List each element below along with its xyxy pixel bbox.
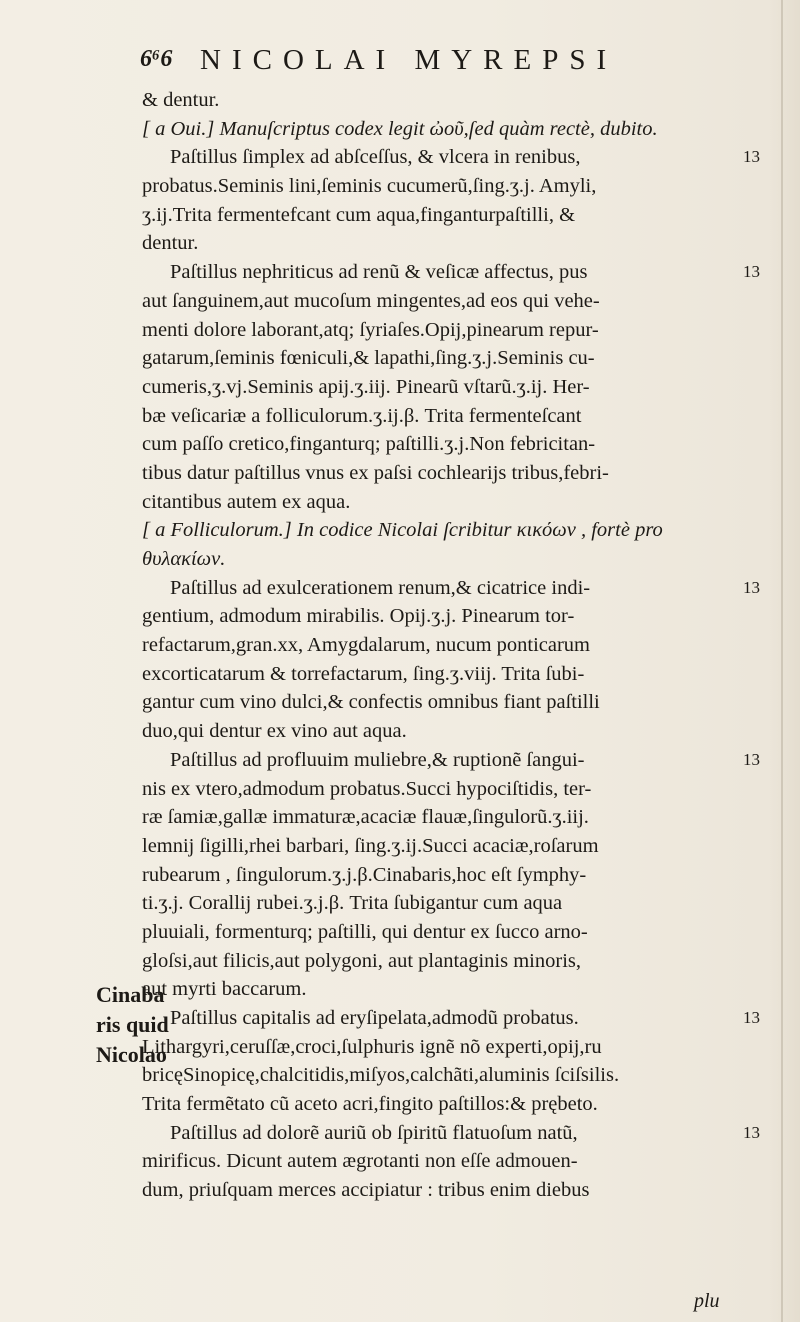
text-line — [142, 1176, 762, 1205]
text-line — [142, 861, 762, 890]
text-line — [142, 947, 762, 976]
text-line-content: lemnij ſigilli,rhei barbari, ſing.ʒ.ij.Succi acaciæ,roſarum — [142, 834, 599, 857]
marginal-note-line: Cinaba — [96, 982, 165, 1007]
text-line-content: rubearum , ſingulorum.ʒ.j.β.Cinabaris,hoc eſt ſymphy- — [142, 863, 587, 886]
text-line — [142, 86, 762, 115]
text-line-content: Paſtillus ad exulcerationem renum,& cicatrice indi- — [170, 576, 591, 599]
text-line — [142, 229, 762, 258]
catchword: plu — [694, 1290, 720, 1312]
text-line-content: dum, priuſquam merces accipiatur : tribus enim diebus — [142, 1179, 590, 1202]
text-line-content: mirificus. Dicunt autem ægrotanti non eſſe admouen- — [142, 1150, 578, 1173]
text-line — [142, 631, 762, 660]
text-line — [142, 775, 762, 804]
text-line — [142, 803, 762, 832]
marginal-note-line: ris quid — [96, 1012, 169, 1037]
margin-number: 13 — [743, 147, 760, 167]
text-line — [142, 660, 762, 689]
text-line — [142, 1119, 762, 1148]
text-line-content: cumeris,ʒ.vj.Seminis apij.ʒ.iij. Pinearũ vſtarũ.ʒ.ij. Her- — [142, 375, 590, 398]
text-line-content: Paſtillus ad dolorẽ auriũ ob ſpiritũ flatuoſum natũ, — [170, 1121, 578, 1144]
text-line-content: tibus datur paſtillus vnus ex paſsi cochlearijs tribus,febri- — [142, 461, 609, 484]
text-line-content: gantur cum vino dulci,& confectis omnibus fiant paſtilli — [142, 691, 600, 714]
text-line-content: dentur. — [142, 232, 199, 255]
page-number: 6⁶6 — [140, 46, 173, 72]
text-line — [142, 889, 762, 918]
text-line — [142, 832, 762, 861]
text-line — [142, 459, 762, 488]
text-line — [142, 602, 762, 631]
text-line-content: cum paſſo cretico,finganturq; paſtilli.ʒ.j.Non febricitan- — [142, 433, 596, 456]
text-line — [142, 115, 762, 144]
text-line — [142, 717, 762, 746]
text-line — [142, 688, 762, 717]
text-line-content: refactarum,gran.xx, Amygdalarum, nucum ponticarum — [142, 634, 591, 657]
text-line — [142, 1004, 762, 1033]
text-line-content: excorticatarum & torrefactarum, ſing.ʒ.viij. Trita ſubi- — [142, 662, 585, 685]
text-line-content: probatus.Seminis lini,ſeminis cucumerũ,ſing.ʒ.j. Amyli, — [142, 175, 597, 198]
text-line — [142, 344, 762, 373]
running-head: NICOLAI MYREPSI — [200, 44, 618, 76]
text-line-content: menti dolore laborant,atq; ſyriaſes.Opij,pinearum repur- — [142, 318, 599, 341]
text-line — [142, 1147, 762, 1176]
text-line-content: gatarum,ſeminis fœniculi,& lapathi,ſing.ʒ.j.Seminis cu- — [142, 347, 595, 370]
text-line-content: ʒ.ij.Trita fermentefcant cum aqua,finganturpaſtilli, & — [142, 203, 576, 226]
margin-number: 13 — [743, 749, 760, 769]
marginal-note-line: Nicolao — [96, 1042, 167, 1067]
page-header — [140, 42, 780, 78]
text-line-content: gentium, admodum mirabilis. Opij.ʒ.j. Pinearum tor- — [142, 605, 575, 628]
text-line-content: citantibus autem ex aqua. — [142, 490, 351, 513]
text-line — [142, 201, 762, 230]
text-line — [142, 172, 762, 201]
text-line — [142, 1061, 762, 1090]
text-line — [142, 316, 762, 345]
text-line-content: ti.ʒ.j. Corallij rubei.ʒ.j.β. Trita ſubigantur cum aqua — [142, 892, 563, 915]
text-line — [142, 918, 762, 947]
text-line-content: Lithargyri,ceruſſæ,croci,ſulphuris ignẽ nõ experti,opij,ru — [142, 1035, 602, 1058]
body-text — [142, 86, 762, 1205]
text-line-content: Trita fermẽtato cũ aceto acri,fingito paſtillos:& prębeto. — [142, 1093, 598, 1116]
text-line-content: ræ ſamiæ,gallæ immaturæ,acaciæ flauæ,ſingulorũ.ʒ.iij. — [142, 806, 589, 829]
text-line-content: [ a Oui.] Manuſcriptus codex legit ὠοῦ,ſed quàm rectè, dubito. — [142, 117, 658, 140]
text-line-content: & dentur. — [142, 89, 220, 111]
text-line — [142, 430, 762, 459]
text-line — [142, 402, 762, 431]
text-line-content: aut myrti baccarum. — [142, 978, 307, 1001]
text-line-content: duo,qui dentur ex vino aut aqua. — [142, 720, 407, 743]
text-line — [142, 258, 762, 287]
text-line — [142, 746, 762, 775]
text-line-content: gloſsi,aut filicis,aut polygoni, aut plantaginis minoris, — [142, 949, 581, 972]
margin-number: 13 — [743, 577, 760, 597]
text-line — [142, 516, 762, 545]
text-line-content: Paſtillus capitalis ad eryſipelata,admodũ probatus. — [170, 1007, 579, 1029]
text-line-content: bricęSinopicę,chalcitidis,miſyos,calchãti,aluminis ſciſsilis. — [142, 1064, 620, 1087]
text-line — [142, 488, 762, 517]
margin-number: 13 — [743, 1008, 760, 1027]
text-line-content: nis ex vtero,admodum probatus.Succi hypociſtidis, ter- — [142, 777, 592, 800]
text-line — [142, 1090, 762, 1119]
text-line-content: Paſtillus ad profluuim muliebre,& ruptionẽ ſangui- — [170, 748, 585, 771]
text-line-content: Paſtillus nephriticus ad renũ & veſicæ affectus, pus — [170, 261, 588, 284]
text-line — [142, 1033, 762, 1062]
text-line — [142, 143, 762, 172]
text-line-content: bæ veſicariæ a folliculorum.ʒ.ij.β. Trita fermenteſcant — [142, 404, 582, 427]
text-line-content: Paſtillus ſimplex ad abſceſſus, & vlcera in renibus, — [170, 146, 581, 169]
margin-number: 13 — [743, 1122, 760, 1142]
text-line — [142, 975, 762, 1004]
text-line — [142, 373, 762, 402]
page-edge-shadow — [781, 0, 783, 1322]
text-line-content: pluuiali, formenturq; paſtilli, qui dentur ex ſucco arno- — [142, 920, 588, 943]
text-line — [142, 545, 762, 574]
text-line — [142, 574, 762, 603]
text-line — [142, 287, 762, 316]
text-line-content: θυλακίων. — [142, 548, 226, 570]
margin-number: 13 — [743, 262, 760, 282]
text-line-content: aut ſanguinem,aut mucoſum mingentes,ad eos qui vehe- — [142, 289, 600, 312]
text-line-content: [ a Folliculorum.] In codice Nicolai ſcribitur κικόων , fortè pro — [142, 519, 663, 542]
